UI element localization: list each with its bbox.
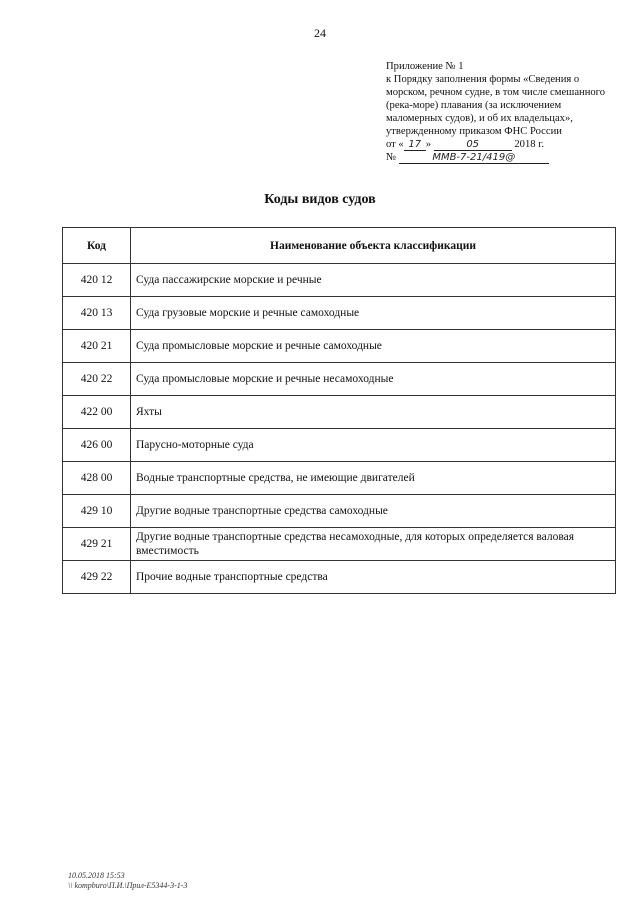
date-mid: »: [425, 139, 432, 150]
name-cell: Другие водные транспортные средства несамоходные, для которых определяется валовая вместимость: [131, 528, 616, 561]
code-cell: 420 12: [63, 264, 131, 297]
appendix-line: Приложение № 1: [386, 61, 464, 72]
name-cell: Суда пассажирские морские и речные: [131, 264, 616, 297]
order-number: ММВ-7-21/419@: [399, 152, 549, 164]
code-cell: 429 21: [63, 528, 131, 561]
name-cell: Суда грузовые морские и речные самоходные: [131, 297, 616, 330]
code-cell: 420 13: [63, 297, 131, 330]
table-row: [63, 264, 616, 297]
table-row: [63, 495, 616, 528]
appendix-line: (река-море) плавания (за исключением: [386, 100, 562, 111]
code-cell: 422 00: [63, 396, 131, 429]
appendix-block: [386, 60, 618, 164]
name-cell: Другие водные транспортные средства самоходные: [131, 495, 616, 528]
table-header-row: [63, 228, 616, 264]
appendix-line: к Порядку заполнения формы «Сведения о: [386, 74, 580, 85]
table-row: [63, 396, 616, 429]
name-cell: Яхты: [131, 396, 616, 429]
footer-file-path: \\ kompburo\П.И.\Прил-Е5344-3-1-3: [68, 881, 188, 890]
table-row: [63, 363, 616, 396]
code-cell: 428 00: [63, 462, 131, 495]
name-cell: Парусно-моторные суда: [131, 429, 616, 462]
name-cell: Суда промысловые морские и речные самоходные: [131, 330, 616, 363]
code-cell: 429 10: [63, 495, 131, 528]
name-cell: Прочие водные транспортные средства: [131, 561, 616, 594]
table-row: [63, 462, 616, 495]
name-cell: Суда промысловые морские и речные несамоходные: [131, 363, 616, 396]
table-row: [63, 330, 616, 363]
date-prefix: от «: [386, 139, 404, 150]
file-footer: [68, 871, 187, 891]
document-title: Коды видов судов: [264, 192, 376, 207]
appendix-line: маломерных судов), и об их владельцах»,: [386, 113, 573, 124]
table-row: [63, 429, 616, 462]
date-month: 05: [434, 139, 512, 151]
approval-date: [386, 138, 618, 151]
approval-number: [386, 151, 618, 164]
column-header-code: Код: [63, 228, 131, 264]
table-row: [63, 528, 616, 561]
appendix-line: утвержденному приказом ФНС России: [386, 126, 562, 137]
date-day: 17: [404, 139, 426, 151]
table-row: [63, 297, 616, 330]
footer-timestamp: 10.05.2018 15:53: [68, 871, 125, 880]
page-number: 24: [314, 26, 326, 40]
code-cell: 429 22: [63, 561, 131, 594]
date-suffix: г.: [538, 139, 544, 150]
appendix-line: морском, речном судне, в том числе смешанного: [386, 87, 606, 98]
number-prefix: №: [386, 152, 397, 163]
code-cell: 420 22: [63, 363, 131, 396]
code-cell: 426 00: [63, 429, 131, 462]
date-year: 2018: [514, 139, 536, 150]
table-row: [63, 561, 616, 594]
vessel-codes-table: [62, 227, 616, 594]
name-cell: Водные транспортные средства, не имеющие двигателей: [131, 462, 616, 495]
column-header-name: Наименование объекта классификации: [131, 228, 616, 264]
code-cell: 420 21: [63, 330, 131, 363]
